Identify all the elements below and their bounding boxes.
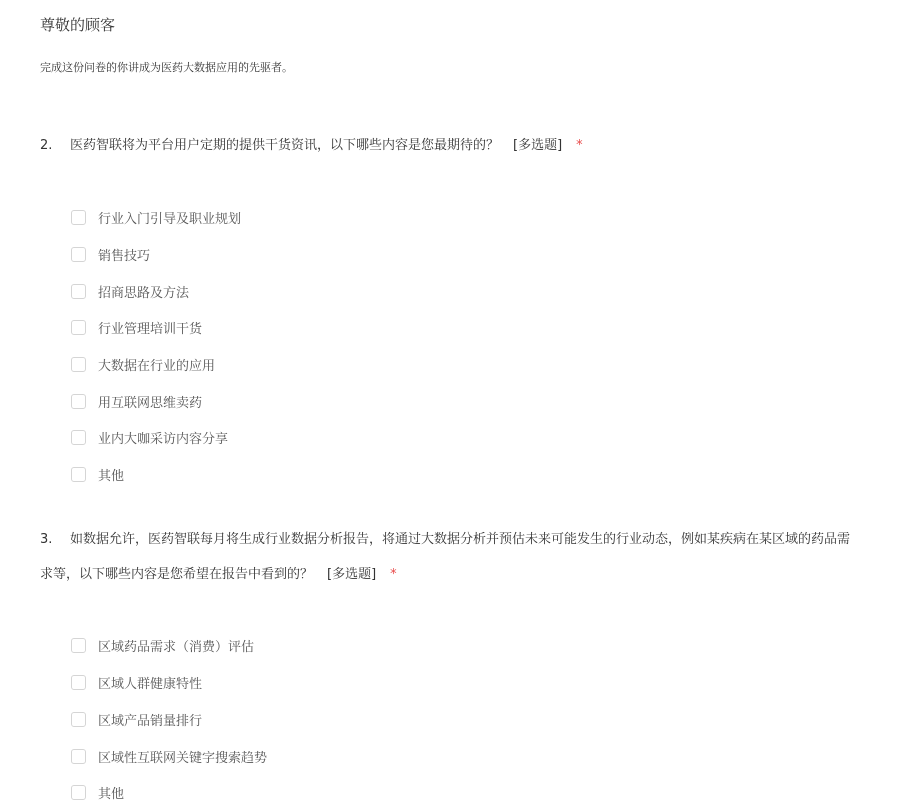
question-2-title xyxy=(40,136,583,156)
option-label: 大数据在行业的应用 xyxy=(98,358,216,374)
option-label: 招商思路及方法 xyxy=(98,285,190,301)
checkbox[interactable] xyxy=(71,638,86,653)
option-label: 其他 xyxy=(98,786,125,802)
option-label: 区域人群健康特性 xyxy=(98,676,203,692)
question-3-number: 3. xyxy=(40,532,53,547)
option-label: 行业管理培训干货 xyxy=(98,321,203,337)
q3-option-1[interactable] xyxy=(71,635,254,655)
checkbox[interactable] xyxy=(71,430,86,445)
option-label: 区域药品需求（消费）评估 xyxy=(98,639,255,655)
question-3-text-line1: 如数据允许，医药智联每月将生成行业数据分析报告，将通过大数据分析并预估未来可能发生的行业动态，例如某疾病在某区域的药品需 xyxy=(70,532,851,547)
q2-option-8[interactable] xyxy=(71,464,124,484)
checkbox[interactable] xyxy=(71,749,86,764)
question-3-title xyxy=(40,530,850,550)
q3-option-3[interactable] xyxy=(71,709,202,729)
question-2-number: 2. xyxy=(40,138,53,153)
question-2-required-mark: * xyxy=(576,138,583,153)
question-3-title-continued xyxy=(40,565,397,585)
checkbox[interactable] xyxy=(71,320,86,335)
question-3-type-label: [多选题] xyxy=(327,567,377,582)
checkbox[interactable] xyxy=(71,247,86,262)
checkbox[interactable] xyxy=(71,675,86,690)
checkbox[interactable] xyxy=(71,712,86,727)
option-label: 区域产品销量排行 xyxy=(98,713,203,729)
checkbox[interactable] xyxy=(71,210,86,225)
q2-option-3[interactable] xyxy=(71,281,189,301)
intro-text: 完成这份问卷的你讲成为医药大数据应用的先驱者。 xyxy=(40,61,293,74)
checkbox[interactable] xyxy=(71,357,86,372)
greeting-title: 尊敬的顾客 xyxy=(40,16,116,34)
checkbox[interactable] xyxy=(71,284,86,299)
option-label: 其他 xyxy=(98,468,125,484)
q3-option-4[interactable] xyxy=(71,746,267,766)
option-label: 用互联网思维卖药 xyxy=(98,395,203,411)
option-label: 行业入门引导及职业规划 xyxy=(98,211,242,227)
q3-option-5[interactable] xyxy=(71,782,124,802)
question-2-text: 医药智联将为平台用户定期的提供干货资讯，以下哪些内容是您最期待的？ xyxy=(70,138,500,153)
option-label: 业内大咖采访内容分享 xyxy=(98,431,229,447)
q2-option-2[interactable] xyxy=(71,244,150,264)
question-3-text-line2: 求等，以下哪些内容是您希望在报告中看到的？ xyxy=(40,567,314,582)
q2-option-6[interactable] xyxy=(71,391,202,411)
q2-option-7[interactable] xyxy=(71,427,228,447)
option-label: 销售技巧 xyxy=(98,248,151,264)
q2-option-4[interactable] xyxy=(71,317,202,337)
q2-option-1[interactable] xyxy=(71,207,241,227)
q3-option-2[interactable] xyxy=(71,672,202,692)
question-3-required-mark: * xyxy=(390,567,397,582)
q2-option-5[interactable] xyxy=(71,354,215,374)
checkbox[interactable] xyxy=(71,785,86,800)
checkbox[interactable] xyxy=(71,394,86,409)
question-2-type-label: [多选题] xyxy=(513,138,563,153)
option-label: 区域性互联网关键字搜索趋势 xyxy=(98,750,268,766)
checkbox[interactable] xyxy=(71,467,86,482)
